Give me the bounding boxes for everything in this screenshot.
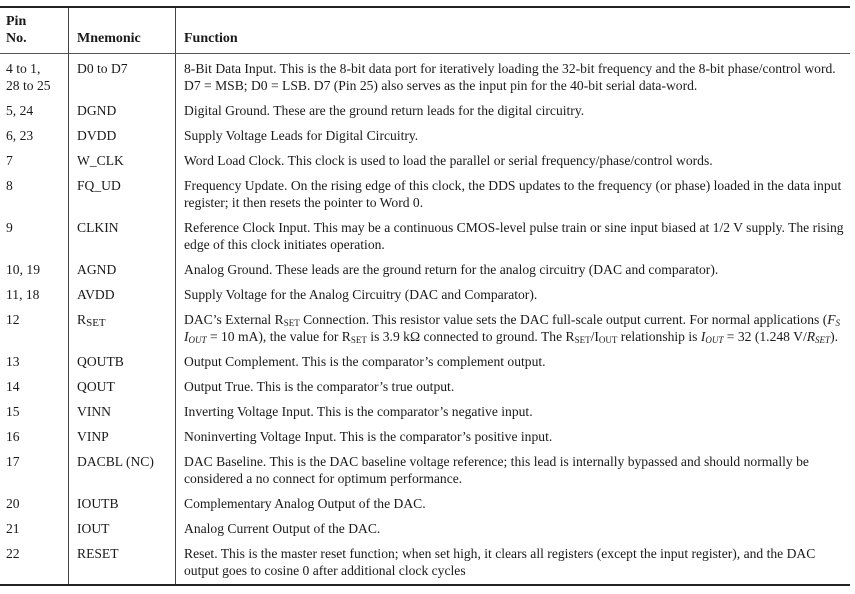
function-cell: [176, 308, 851, 350]
mnemonic-cell: AGND: [69, 258, 176, 283]
table-row: [0, 517, 850, 542]
function-cell: Noninverting Voltage Input. This is the comparator’s positive input.: [184, 429, 553, 444]
table-row: [0, 283, 850, 308]
function-cell: Inverting Voltage Input. This is the comparator’s negative input.: [184, 404, 533, 419]
function-cell: Output Complement. This is the comparator’s complement output.: [184, 354, 546, 369]
pin-cell: 8: [0, 174, 69, 216]
pin-cell: 9: [0, 216, 69, 258]
subscript: SET: [574, 335, 591, 345]
mnemonic-cell: [69, 308, 176, 350]
text: Connection. This resistor value sets the DAC full-scale output current. For normal applications (: [299, 312, 828, 327]
pin-cell: 20: [0, 492, 69, 517]
subscript: SET: [350, 335, 367, 345]
table-row: [0, 375, 850, 400]
header-function: Function: [176, 7, 851, 54]
pin-line1: 4 to 1,: [6, 61, 41, 76]
header-mnemonic: Mnemonic: [69, 7, 176, 54]
italic-var: I: [184, 329, 189, 344]
mnemonic-cell: AVDD: [69, 283, 176, 308]
italic-var: F: [827, 312, 836, 327]
mnemonic-cell: VINN: [69, 400, 176, 425]
text: ).: [830, 329, 838, 344]
mnemonic-cell: CLKIN: [69, 216, 176, 258]
table-row: [0, 450, 850, 492]
table-row: [0, 216, 850, 258]
subscript: S: [835, 318, 841, 328]
subscript: OUT: [705, 335, 724, 345]
pin-cell: 17: [0, 450, 69, 492]
mnemonic-subscript: SET: [86, 317, 106, 329]
table-row: [0, 54, 850, 100]
subscript: SET: [815, 335, 831, 345]
mnemonic-cell: W_CLK: [69, 149, 176, 174]
mnemonic-cell: VINP: [69, 425, 176, 450]
table-row: [0, 542, 850, 585]
table-row: [0, 350, 850, 375]
function-cell: Word Load Clock. This clock is used to load the parallel or serial frequency/phase/control words.: [184, 153, 713, 168]
pin-cell: 21: [0, 517, 69, 542]
mnemonic-cell: QOUT: [69, 375, 176, 400]
italic-var: I: [700, 329, 706, 344]
table-row: [0, 99, 850, 124]
pin-cell: 22: [0, 542, 69, 585]
function-cell: 8-Bit Data Input. This is the 8-bit data port for iteratively loading the 32-bit frequency and the 8-bit phase/control word. D7 = MSB; D0 = LSB. D7 (Pin 25) also serves as the input pin for the 40-bit serial data-word.: [184, 61, 836, 93]
pin-cell: 12: [0, 308, 69, 350]
function-cell: Supply Voltage Leads for Digital Circuitry.: [184, 128, 419, 143]
function-cell: Frequency Update. On the rising edge of this clock, the DDS updates to the frequency (or phase) loaded in the data input register; it then resets the pointer to Word 0.: [184, 178, 842, 210]
table-row: [0, 258, 850, 283]
pin-function-table: [0, 6, 850, 586]
mnemonic-cell: IOUTB: [69, 492, 176, 517]
function-cell: Analog Current Output of the DAC.: [184, 521, 381, 536]
pin-cell: 5, 24: [0, 99, 69, 124]
subscript: SET: [283, 318, 300, 328]
pin-cell: [0, 54, 69, 100]
function-cell: Digital Ground. These are the ground return leads for the digital circuitry.: [184, 103, 585, 118]
pin-cell: 6, 23: [0, 124, 69, 149]
function-cell: Supply Voltage for the Analog Circuitry (DAC and Comparator).: [184, 287, 538, 302]
table-row: [0, 492, 850, 517]
text: relationship is: [617, 329, 701, 344]
function-cell: Analog Ground. These leads are the ground return for the analog circuitry (DAC and comparator).: [184, 262, 719, 277]
mnemonic-cell: QOUTB: [69, 350, 176, 375]
pin-cell: 11, 18: [0, 283, 69, 308]
pin-cell: 7: [0, 149, 69, 174]
mnemonic-cell: IOUT: [69, 517, 176, 542]
table-row: [0, 425, 850, 450]
pin-cell: 13: [0, 350, 69, 375]
function-cell: Output True. This is the comparator’s true output.: [184, 379, 455, 394]
pin-cell: 16: [0, 425, 69, 450]
table-row: [0, 400, 850, 425]
mnemonic-cell: FQ_UD: [69, 174, 176, 216]
table-row: [0, 124, 850, 149]
header-pin-no: [0, 7, 69, 54]
header-pin-line1: Pin: [6, 14, 27, 29]
italic-var: R: [806, 329, 816, 344]
function-cell: DAC Baseline. This is the DAC baseline voltage reference; this lead is internally bypassed and should normally be considered a no connect for optimum performance.: [184, 454, 809, 486]
mnemonic-base: R: [77, 312, 87, 327]
pin-cell: 15: [0, 400, 69, 425]
function-cell: Complementary Analog Output of the DAC.: [184, 496, 426, 511]
subscript: OUT: [598, 335, 618, 345]
text: /I: [590, 329, 599, 344]
table-row: [0, 149, 850, 174]
pin-cell: 14: [0, 375, 69, 400]
header-pin-line2: No.: [6, 31, 27, 46]
mnemonic-cell: DACBL (NC): [69, 450, 176, 492]
mnemonic-cell: D0 to D7: [69, 54, 176, 100]
text: = 32 (1.248 V/: [723, 329, 807, 344]
table-row: [0, 174, 850, 216]
text: is 3.9 kΩ connected to ground. The R: [366, 329, 575, 344]
table-header-row: [0, 7, 850, 54]
function-cell: Reset. This is the master reset function; when set high, it clears all registers (except the input register), and the DAC output goes to cosine 0 after additional clock cycles: [184, 546, 816, 578]
text: DAC’s External R: [184, 312, 284, 327]
table-row: [0, 308, 850, 350]
mnemonic-cell: RESET: [69, 542, 176, 585]
pin-line2: 28 to 25: [6, 78, 51, 93]
text: = 10 mA), the value for R: [206, 329, 351, 344]
function-cell: Reference Clock Input. This may be a continuous CMOS-level pulse train or sine input biased at 1/2 V supply. The rising edge of this clock initiates operation.: [184, 220, 844, 252]
pin-cell: 10, 19: [0, 258, 69, 283]
mnemonic-cell: DGND: [69, 99, 176, 124]
mnemonic-cell: DVDD: [69, 124, 176, 149]
subscript: OUT: [188, 335, 207, 345]
